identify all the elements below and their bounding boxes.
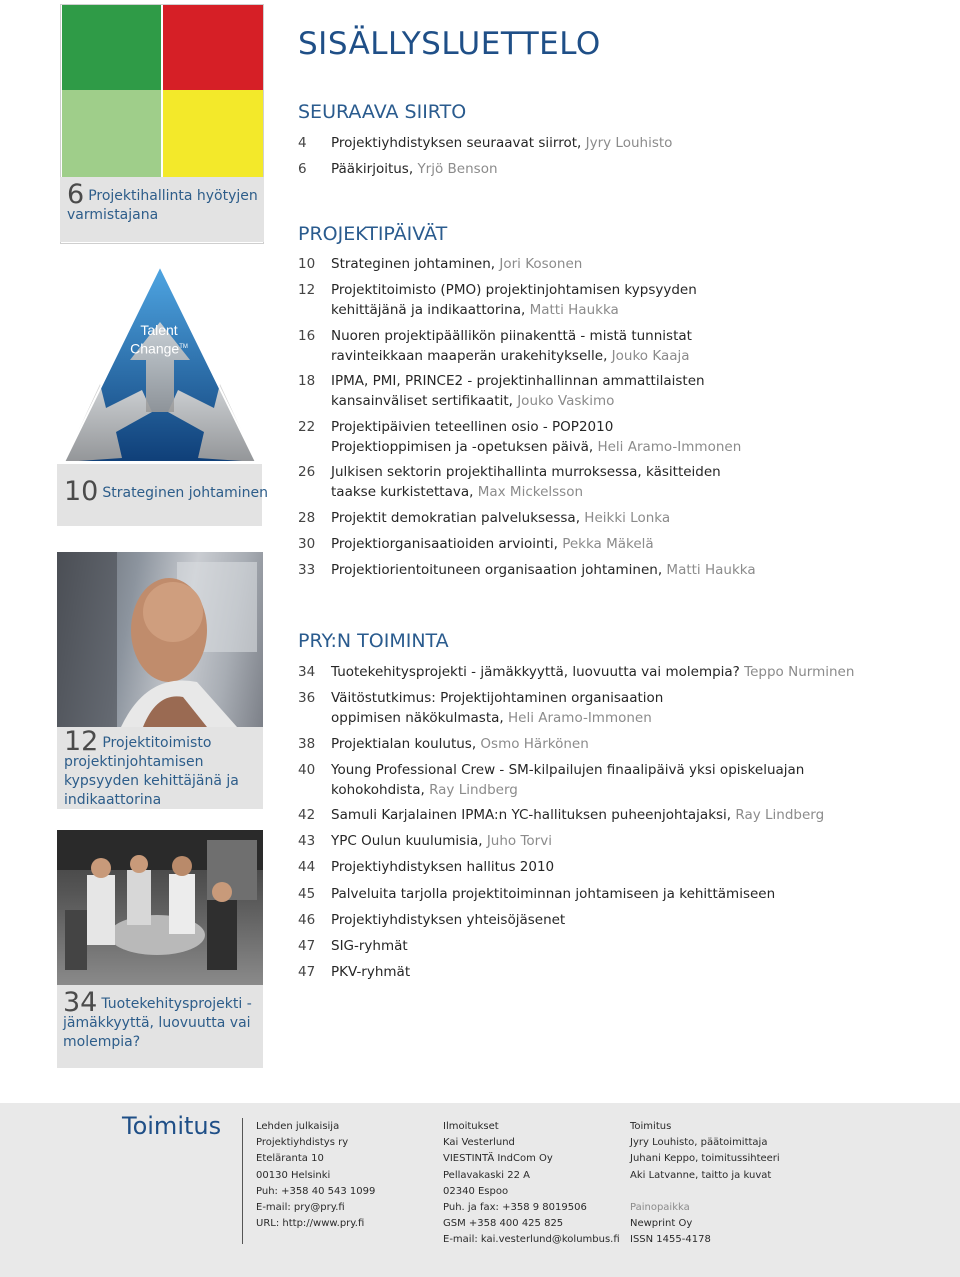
toc-page-number: 16 [298,328,316,344]
toc-page-number: 33 [298,562,316,578]
toc-page-number: 26 [298,464,316,480]
footer-line: Juhani Keppo, toimitussihteeri [630,1153,780,1165]
toc-item[interactable] [298,281,697,320]
callout-12-box[interactable] [57,727,263,809]
toc-item[interactable] [298,832,552,852]
footer-line: Puh. ja fax: +358 9 8019506 [443,1202,587,1214]
toc-item-title-cont: kansainväliset sertifikaatit, [331,392,513,409]
toc-item-title: SIG-ryhmät [331,938,408,954]
callout-34-number: 34 [63,987,98,1018]
footer-line: Puh: +358 40 543 1099 [256,1185,376,1197]
page-title: SISÄLLYSLUETTELO [298,26,601,62]
toc-page-number: 38 [298,736,316,752]
toc-page-number: 4 [298,135,307,151]
toc-item-title: Projektiyhdistyksen hallitus 2010 [331,859,555,875]
toc-item-title-cont: kehittäjänä ja indikaattorina, [331,301,526,318]
footer-email-link[interactable]: E-mail: pry@pry.fi [256,1202,345,1214]
toc-page-number: 18 [298,373,316,389]
toc-item[interactable] [298,806,824,826]
color-square-red [163,5,263,90]
diagram-label [126,322,192,358]
toc-item-author: Max Mickelsson [477,483,584,500]
toc-item-title: PKV-ryhmät [331,964,411,980]
toc-item-author: Jouko Kaaja [611,347,690,364]
toc-page-number: 34 [298,664,316,680]
toc-page-number: 28 [298,510,316,526]
toc-item[interactable] [298,858,554,878]
toc-page-number: 45 [298,886,316,902]
toc-item[interactable] [298,463,721,502]
footer-divider [242,1118,243,1244]
callout-34-text: Tuotekehitysprojekti - jämäkkyyttä, luovuutta vai molempia? [63,996,252,1050]
footer-url-link[interactable]: URL: http://www.pry.fi [256,1218,365,1230]
toc-item[interactable] [298,372,705,411]
talent-change-diagram [60,262,264,470]
toc-item-author: Pekka Mäkelä [562,536,654,552]
toc-item[interactable] [298,937,408,957]
footer-ads-heading: Ilmoitukset [443,1121,499,1132]
toc-item[interactable] [298,535,654,555]
toc-item-title-cont: Projektioppimisen ja -opetuksen päivä, [331,438,594,455]
toc-item[interactable] [298,418,741,457]
footer-line: Newprint Oy [630,1218,693,1230]
footer-email-link[interactable]: E-mail: kai.vesterlund@kolumbus.fi [443,1234,620,1246]
toc-item-author: Heikki Lonka [584,510,671,526]
toc-page-number: 36 [298,690,316,706]
photo-group-meeting [57,830,263,985]
footer-line: Eteläranta 10 [256,1153,324,1165]
toc-item[interactable] [298,663,854,683]
callout-10-text: Strateginen johtaminen [102,485,269,501]
footer-publisher [256,1119,436,1232]
footer-editorial [630,1119,830,1248]
toc-page-number: 12 [298,282,316,298]
toc-page-number: 47 [298,964,316,980]
section-title-projektipaivat: PROJEKTIPÄIVÄT [298,223,448,245]
callout-6-box[interactable] [60,177,264,242]
toc-item-author: Osmo Härkönen [480,736,589,752]
section-title-pryn-toiminta: PRY:N TOIMINTA [298,630,449,652]
toc-item[interactable] [298,327,692,366]
callout-12-number: 12 [64,726,99,757]
callout-12-text: Projektitoimisto projektinjohtamisen kypsyyden kehittäjänä ja indikaattorina [64,735,239,808]
toc-page-number: 46 [298,912,316,928]
toc-item-title-cont: oppimisen näkökulmasta, [331,709,504,726]
photo-man-portrait [57,552,263,727]
toc-item-author: Heli Aramo-Immonen [507,709,652,726]
toc-item-author: Ray Lindberg [429,781,518,798]
trademark-mark: TM [179,344,188,350]
footer-editorial-heading: Toimitus [630,1121,672,1132]
toc-item-title: Pääkirjoitus, [331,161,414,177]
color-square-green-dark [62,5,161,90]
callout-6-text: Projektihallinta hyötyjen varmistajana [67,188,258,223]
toc-page-number: 6 [298,161,307,177]
toc-item-title: Tuotekehitysprojekti - jämäkkyyttä, luovuutta vai molempia? [331,664,740,680]
toc-page-number: 30 [298,536,316,552]
footer-ads [443,1119,623,1249]
toc-item-title: Väitöstutkimus: Projektijohtaminen organisaation [331,690,664,706]
diagram-label-line1: Talent [140,322,178,338]
toc-item-author: Matti Haukka [529,301,619,318]
toc-item-title: Samuli Karjalainen IPMA:n YC-hallituksen puheenjohtajaksi, [331,807,732,823]
footer-title: Toimitus [122,1112,222,1140]
toc-page-number: 22 [298,419,316,435]
footer-line: Aki Latvanne, taitto ja kuvat [630,1169,772,1181]
footer-publisher-heading: Lehden julkaisija [256,1121,340,1132]
toc-item-title: Projektiyhdistyksen seuraavat siirrot, [331,135,582,151]
toc-item-author: Heli Aramo-Immonen [597,438,742,455]
toc-item-title-cont: taakse kurkistettava, [331,483,474,500]
callout-6-number: 6 [67,179,85,210]
footer-line: Kai Vesterlund [443,1137,515,1149]
toc-item-author: Juho Torvi [486,833,552,849]
toc-item[interactable] [298,911,565,931]
toc-item[interactable] [298,561,756,581]
toc-item-title: Julkisen sektorin projektihallinta murroksessa, käsitteiden [331,464,721,480]
toc-item-title-cont: kohokohdista, [331,781,425,798]
toc-item-title-cont: ravinteikkaan maaperän urakehitykselle, [331,347,608,364]
callout-34-box[interactable] [57,985,263,1068]
toc-item-title: Projektiorganisaatioiden arviointi, [331,536,558,552]
toc-item-title: Young Professional Crew - SM-kilpailujen finaalipäivä yksi opiskeluajan [331,762,805,778]
footer-line: 00130 Helsinki [256,1169,331,1181]
toc-item[interactable] [298,134,672,154]
toc-item[interactable] [298,509,670,529]
toc-item-author: Jyry Louhisto [585,135,673,151]
color-square-green-light [62,90,161,177]
footer-line: ISSN 1455-4178 [630,1234,711,1246]
toc-item[interactable] [298,963,410,983]
toc-item-title: Projektit demokratian palveluksessa, [331,510,580,526]
toc-item-title: Projektiorientoituneen organisaation johtaminen, [331,562,663,578]
toc-item[interactable] [298,735,589,755]
footer-print-heading: Painopaikka [630,1201,690,1213]
toc-item-author: Teppo Nurminen [744,664,855,680]
toc-page-number: 43 [298,833,316,849]
toc-item-title: YPC Oulun kuulumisia, [331,833,483,849]
footer-line: Projektiyhdistys ry [256,1137,349,1149]
callout-10-box[interactable] [57,464,269,526]
toc-page-number: 40 [298,762,316,778]
toc-item-title: Projektitoimisto (PMO) projektinjohtamisen kypsyyden [331,282,697,298]
callout-10-number: 10 [64,476,99,507]
footer-line: VIESTINTÄ IndCom Oy [443,1153,553,1165]
footer-line: GSM +358 400 425 825 [443,1218,564,1230]
diagram-label-line2: Change [130,340,180,357]
toc-page-number: 42 [298,807,316,823]
color-square-yellow [163,90,263,177]
footer-line: Pellavakaski 22 A [443,1169,531,1181]
toc-item-title: Projektiyhdistyksen yhteisöjäsenet [331,912,566,928]
section-title-seuraava-siirto: SEURAAVA SIIRTO [298,101,467,123]
toc-item-author: Jouko Vaskimo [517,392,615,409]
toc-item[interactable] [298,689,663,728]
toc-item-title: IPMA, PMI, PRINCE2 - projektinhallinnan ammattilaisten [331,373,705,389]
toc-item[interactable] [298,160,498,180]
toc-item-title: Projektialan koulutus, [331,736,477,752]
toc-page-number: 44 [298,859,316,875]
toc-item[interactable] [298,761,804,800]
toc-item-author: Matti Haukka [666,562,756,578]
toc-item-author: Jori Kosonen [499,256,583,272]
toc-page-number: 10 [298,256,316,272]
toc-item-author: Yrjö Benson [417,161,498,177]
toc-item-title: Strateginen johtaminen, [331,256,496,272]
toc-item[interactable] [298,885,775,905]
footer-line: Jyry Louhisto, päätoimittaja [630,1137,768,1149]
toc-item-title: Projektipäivien teteellinen osio - POP2010 [331,419,614,435]
toc-item-title: Nuoren projektipäällikön piinakenttä - mistä tunnistat [331,328,692,344]
footer-line: 02340 Espoo [443,1185,509,1197]
toc-item[interactable] [298,255,582,275]
toc-item-title: Palveluita tarjolla projektitoiminnan johtamiseen ja kehittämiseen [331,886,776,902]
toc-item-author: Ray Lindberg [735,807,825,823]
toc-page-number: 47 [298,938,316,954]
